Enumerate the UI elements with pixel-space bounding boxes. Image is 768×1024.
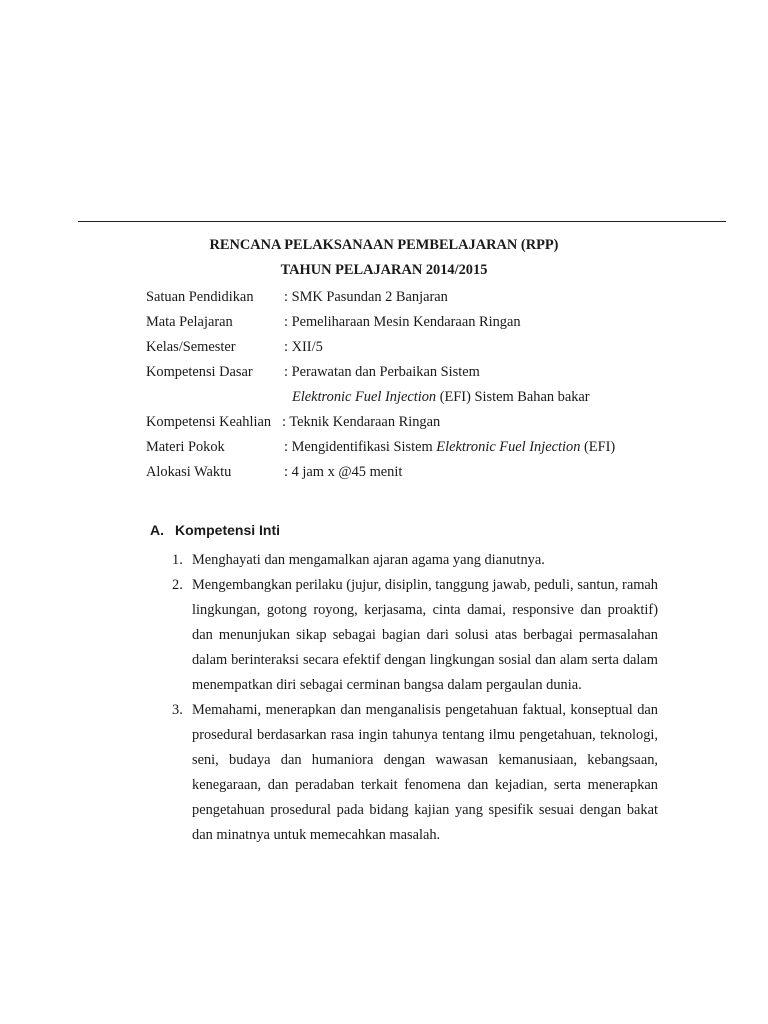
list-item-text: Menghayati dan mengamalkan ajaran agama yang dianutnya. <box>192 552 545 568</box>
section-a-heading <box>150 522 280 538</box>
info-label: Satuan Pendidikan <box>146 289 254 305</box>
info-label: Materi Pokok <box>146 439 225 455</box>
info-label: Kompetensi Keahlian <box>146 414 272 430</box>
header-rule <box>78 221 726 222</box>
list-item <box>172 573 658 698</box>
document-subtitle: TAHUN PELAJARAN 2014/2015 <box>280 262 488 278</box>
document-title: RENCANA PELAKSANAAN PEMBELAJARAN (RPP) <box>209 237 559 253</box>
info-value-rest: (EFI) Sistem Bahan bakar <box>436 389 590 405</box>
info-label: Kelas/Semester <box>146 339 236 355</box>
info-value-prefix: : Mengidentifikasi Sistem <box>284 439 437 455</box>
info-value-suffix: (EFI) <box>580 439 616 455</box>
list-item-text: Memahami, menerapkan dan menganalisis pengetahuan faktual, konseptual dan prosedural berdasarkan rasa ingin tahunya tentang ilmu pengetahuan, teknologi, seni, budaya dan humaniora dengan wawasan kemanusiaan, kebangsaan, kenegaraan, dan peradaban terkait fenomena dan kejadian, serta menerapkan pengetahuan prosedural pada bidang kajian yang spesifik sesuai dengan bakat dan minatnya untuk memecahkan masalah. <box>192 702 658 843</box>
info-value: : XII/5 <box>284 339 323 355</box>
list-item-number: 1. <box>172 552 183 568</box>
section-title: Kompetensi Inti <box>175 522 281 538</box>
info-value: : Pemeliharaan Mesin Kendaraan Ringan <box>284 314 521 330</box>
info-label: Kompetensi Dasar <box>146 364 253 380</box>
info-value: : SMK Pasundan 2 Banjaran <box>284 289 448 305</box>
info-value: : Teknik Kendaraan Ringan <box>282 414 441 430</box>
list-item-text: Mengembangkan perilaku (jujur, disiplin, tanggung jawab, peduli, santun, ramah lingkungan, gotong royong, kerjasama, cinta damai, responsive dan proaktif) dan menunjukan sikap sebagai bagian dari solusi atas berbagai permasalahan dalam berinteraksi secara efektif dengan lingkungan sosial dan alam serta dalam menempatkan diri sebagai cerminan bangsa dalam pergaulan dunia. <box>192 577 658 693</box>
list-item <box>172 698 658 848</box>
list-item-number: 2. <box>172 577 183 593</box>
italic-term: Elektronic Fuel Injection <box>292 389 437 405</box>
list-item <box>172 548 658 573</box>
info-label: Alokasi Waktu <box>146 464 232 480</box>
info-value: : Perawatan dan Perbaikan Sistem <box>284 364 480 380</box>
info-value <box>284 437 615 457</box>
italic-term: Elektronic Fuel Injection <box>436 439 581 455</box>
info-value: : 4 jam x @45 menit <box>284 464 403 480</box>
section-marker: A. <box>150 522 164 538</box>
info-value-continued <box>292 387 590 407</box>
info-label: Mata Pelajaran <box>146 314 233 330</box>
list-item-number: 3. <box>172 702 183 718</box>
kompetensi-inti-list <box>172 548 658 848</box>
